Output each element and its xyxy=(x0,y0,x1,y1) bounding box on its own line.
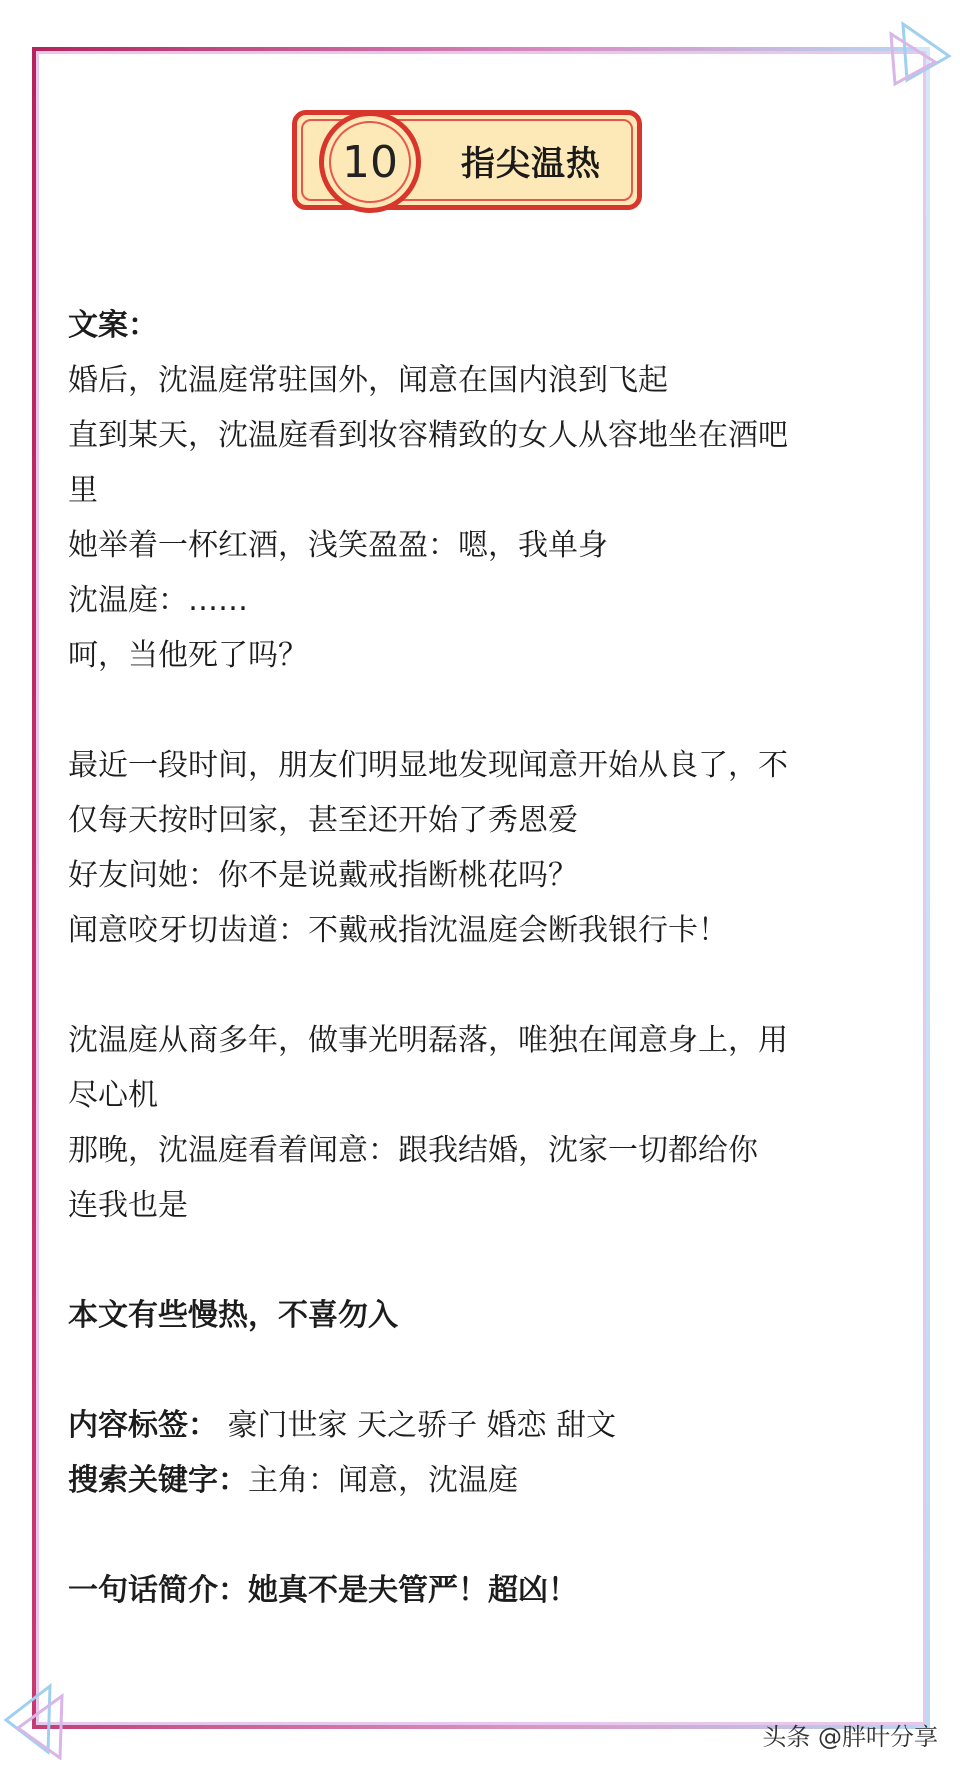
paragraph-gap xyxy=(68,958,868,1013)
synopsis-text xyxy=(68,298,868,1618)
badge-number-circle xyxy=(319,111,421,213)
book-title: 指尖温热 xyxy=(461,143,601,184)
paragraph-gap xyxy=(68,683,868,738)
text-line: 仅每天按时回家，甚至还开始了秀恩爱 xyxy=(68,803,578,838)
text-line: 呵，当他死了吗？ xyxy=(68,638,308,673)
text-line: 那晚，沈温庭看着闻意：跟我结婚，沈家一切都给你 xyxy=(68,1133,758,1168)
triangle-deco-icon xyxy=(0,1680,70,1760)
notice-line: 本文有些慢热，不喜勿入 xyxy=(68,1298,398,1333)
text-line: 连我也是 xyxy=(68,1188,188,1223)
tags-label: 内容标签： xyxy=(68,1408,218,1443)
summary-line: 一句话简介：她真不是夫管严！超凶！ xyxy=(68,1573,578,1608)
paragraph-gap xyxy=(68,1508,868,1563)
triangle-deco-icon xyxy=(885,18,955,88)
tags-value: 豪门世家 天之骄子 婚恋 甜文 xyxy=(218,1408,617,1443)
source-watermark: 头条 @胖叶分享 xyxy=(762,1723,938,1751)
text-line: 沈温庭：…… xyxy=(68,583,248,618)
paragraph-gap xyxy=(68,1343,868,1398)
text-line: 闻意咬牙切齿道：不戴戒指沈温庭会断我银行卡！ xyxy=(68,913,728,948)
text-line: 里 xyxy=(68,473,98,508)
keywords-value: 主角：闻意，沈温庭 xyxy=(248,1463,518,1498)
text-line: 尽心机 xyxy=(68,1078,158,1113)
keywords-label: 搜索关键字： xyxy=(68,1463,248,1498)
synopsis-heading: 文案： xyxy=(68,308,158,343)
text-line: 直到某天，沈温庭看到妆容精致的女人从容地坐在酒吧 xyxy=(68,418,788,453)
paragraph-gap xyxy=(68,1233,868,1288)
keywords-line xyxy=(68,1453,868,1508)
text-line: 最近一段时间，朋友们明显地发现闻意开始从良了，不 xyxy=(68,748,788,783)
tags-line xyxy=(68,1398,868,1453)
text-line: 她举着一杯红酒，浅笑盈盈：嗯，我单身 xyxy=(68,528,608,563)
badge-number: 10 xyxy=(342,136,398,188)
title-badge xyxy=(292,110,642,210)
text-line: 婚后，沈温庭常驻国外，闻意在国内浪到飞起 xyxy=(68,363,668,398)
text-line: 沈温庭从商多年，做事光明磊落，唯独在闻意身上，用 xyxy=(68,1023,788,1058)
text-line: 好友问她：你不是说戴戒指断桃花吗？ xyxy=(68,858,578,893)
